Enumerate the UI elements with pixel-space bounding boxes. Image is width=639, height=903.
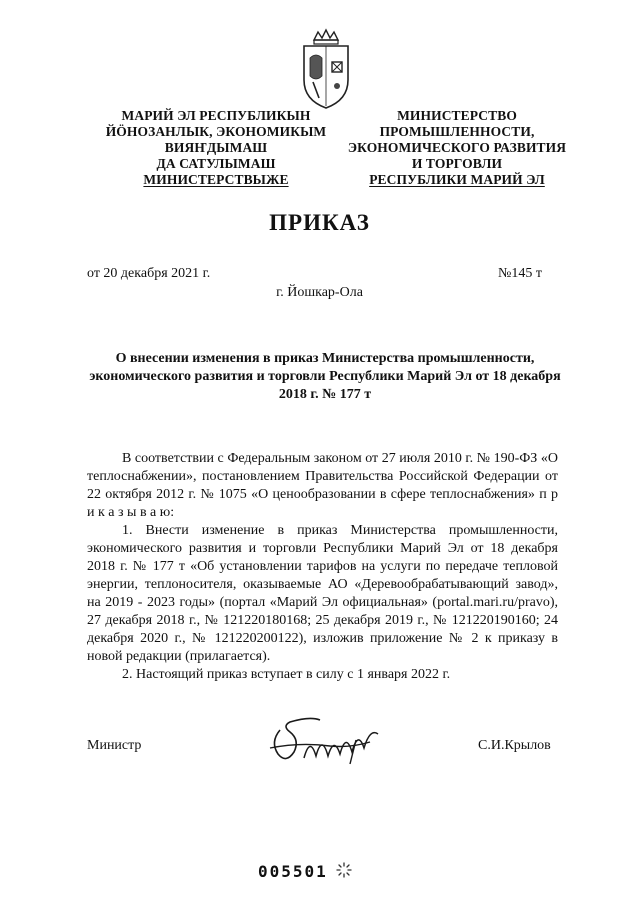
ministry-russian-line: И ТОРГОВЛИ (411, 156, 503, 171)
ministry-mari-line: ЙӦНОЗАНЛЫК, ЭКОНОМИКЫМ (105, 124, 327, 139)
signer-position: Министр (87, 738, 142, 753)
ministry-mari-line: ВИЯҤДЫМАШ (164, 140, 268, 155)
document-body (87, 450, 558, 684)
document-subject: О внесении изменения в приказ Министерства промышленности, экономического развития и торговли Республики Марий Эл от 18 декабря 2018 г. № 177 т (89, 351, 561, 402)
document-title: ПРИКАЗ (269, 210, 370, 235)
ministry-mari-line: МАРИЙ ЭЛ РЕСПУБЛИКЫН (121, 108, 311, 123)
ministry-russian-line: МИНИСТЕРСТВО (397, 108, 517, 123)
document-city: г. Йошкар-Ола (276, 285, 363, 300)
ministry-mari-line: МИНИСТЕРСТВЫЖЕ (143, 172, 289, 187)
ministry-russian-line: РЕСПУБЛИКИ МАРИЙ ЭЛ (369, 172, 545, 187)
body-paragraph: В соответствии с Федеральным законом от 27 июля 2010 г. № 190-ФЗ «О теплоснабжении», постановлением Правительства Российской Федерации от 22 октября 2012 г. № 1075 «О ценообразовании в сфере теплоснабжения» п р и к а з ы в а ю: (87, 451, 558, 520)
ministry-name-russian (340, 108, 574, 188)
document-number: №145 т (498, 266, 542, 281)
asterisk-mark-icon (336, 862, 352, 878)
ministry-mari-line: ДА САТУЛЫМАШ (156, 156, 276, 171)
ministry-russian-line: ПРОМЫШЛЕННОСТИ, (379, 124, 535, 139)
coat-of-arms-emblem (296, 28, 356, 110)
body-paragraph: 2. Настоящий приказ вступает в силу с 1 января 2022 г. (122, 667, 451, 682)
form-serial-number: 005501 (258, 862, 328, 881)
signer-name: С.И.Крылов (478, 738, 551, 753)
handwritten-signature (260, 712, 390, 772)
ministry-name-mari (96, 108, 336, 188)
ministry-russian-line: ЭКОНОМИЧЕСКОГО РАЗВИТИЯ (347, 140, 567, 155)
body-paragraph: 1. Внести изменение в приказ Министерства промышленности, экономического развития и торговли Республики Марий Эл от 18 декабря 2018 г. № 177 т «Об установлении тарифов на услуги по передаче тепловой энергии, теплоносителя, оказываемые АО «Деревообрабатывающий завод», на 2019 - 2023 годы» (портал «Марий Эл официальная» (portal.mari.ru/pravo), 27 декабря 2018 г., № 121220180168; 25 декабря 2019 г., № 121220190160; 24 декабря 2020 г., № 121220200122), изложив приложение № 2 к приказу в новой редакции (прилагается). (87, 523, 558, 664)
document-date: от 20 декабря 2021 г. (87, 266, 211, 281)
